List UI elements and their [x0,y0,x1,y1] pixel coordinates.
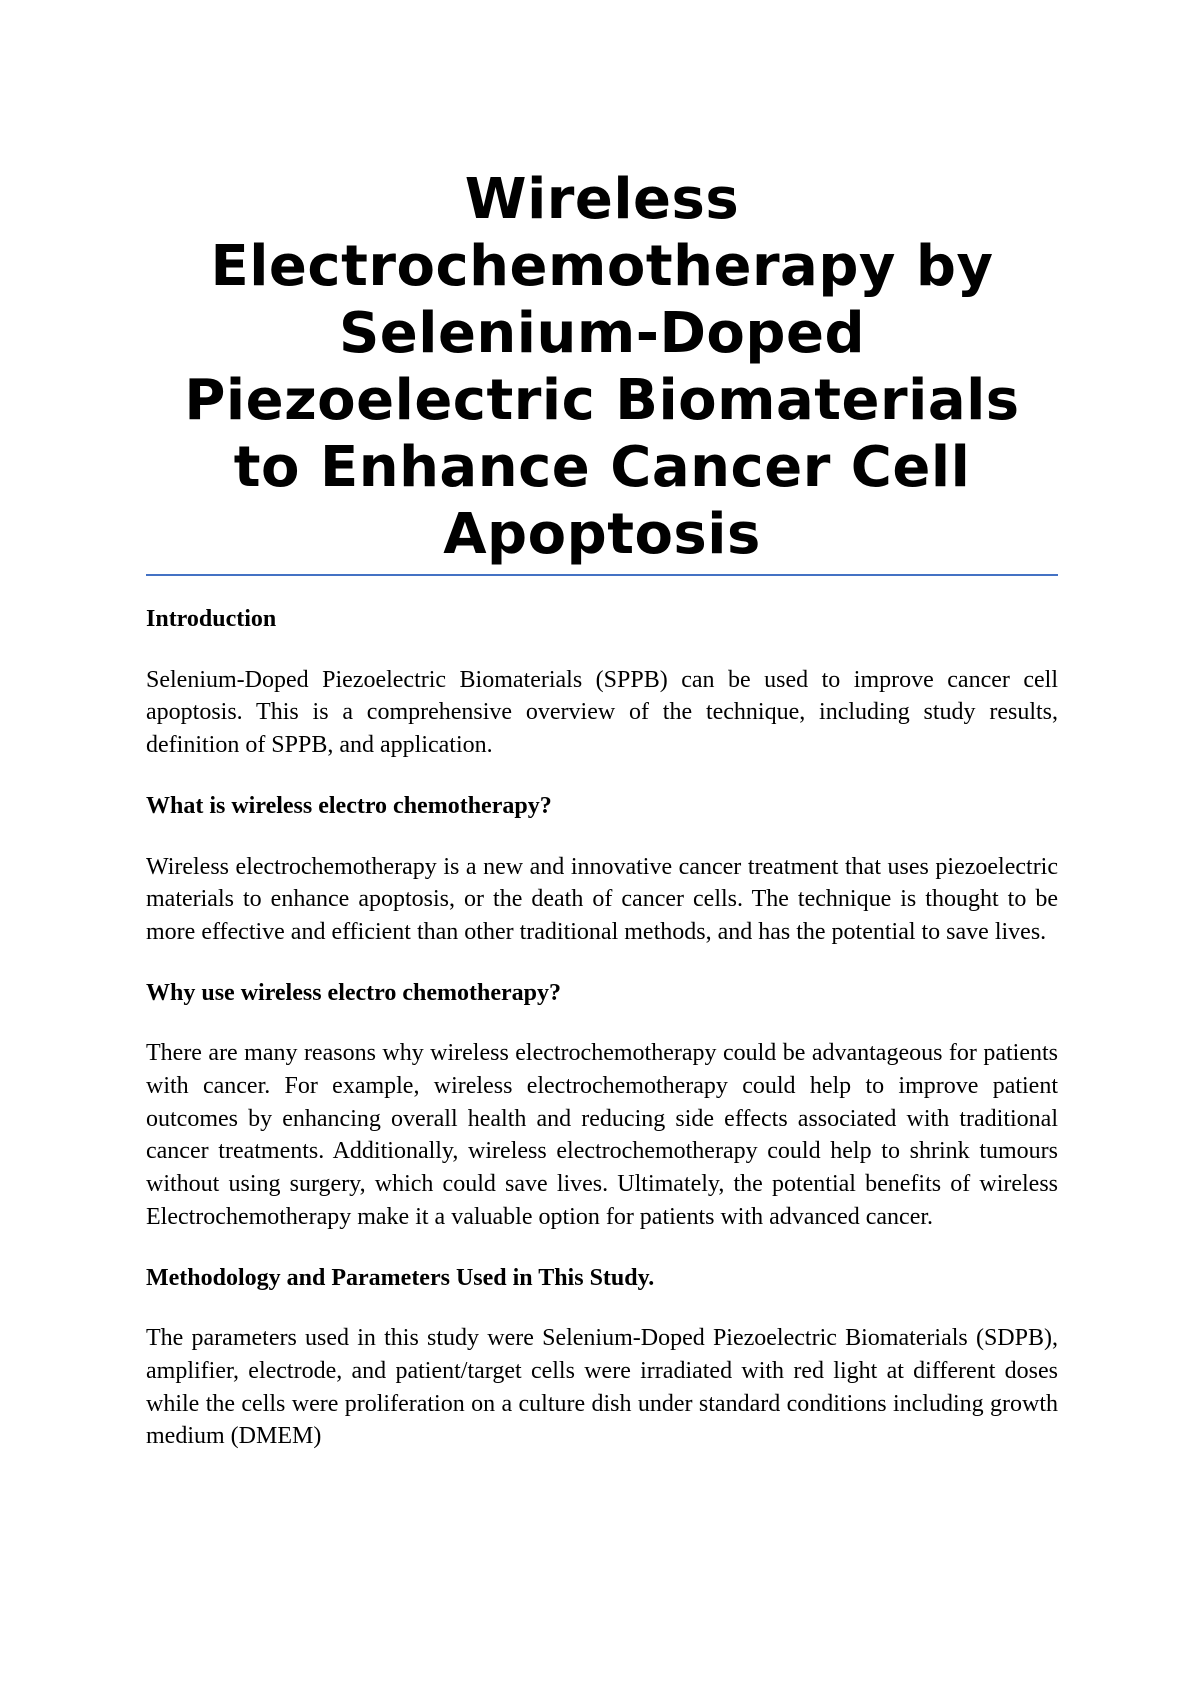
paragraph-why-use: There are many reasons why wireless electrochemotherapy could be advantageous for patients with cancer. For example, wireless electrochemotherapy could help to improve patient outcomes by enhancing overall health and reducing side effects associated with traditional cancer treatments. Additionally, wireless electrochemotherapy could help to shrink tumours without using surgery, which could save lives. Ultimately, the potential benefits of wireless Electrochemotherapy make it a valuable option for patients with advanced cancer. [146,1040,1058,1230]
paragraph-introduction: Selenium-Doped Piezoelectric Biomaterials (SPPB) can be used to improve cancer cell apoptosis. This is a comprehensive overview of the technique, including study results, definition of SPPB, and application. [146,666,1058,759]
section-heading-methodology: Methodology and Parameters Used in This Study. [146,1264,655,1291]
section-heading-what-is: What is wireless electro chemotherapy? [146,792,552,819]
section-heading-introduction: Introduction [146,606,277,632]
section-heading-why-use: Why use wireless electro chemotherapy? [146,979,562,1006]
document-body [146,603,1058,1481]
paragraph-what-is: Wireless electrochemotherapy is a new and innovative cancer treatment that uses piezoelectric materials to enhance apoptosis, or the death of cancer cells. The technique is thought to be more effective and efficient than other traditional methods, and has the potential to save lives. [146,853,1058,945]
title-divider [146,574,1058,576]
paragraph-methodology: The parameters used in this study were Selenium-Doped Piezoelectric Biomaterials (SDPB), amplifier, electrode, and patient/target cells were irradiated with red light at different doses while the cells were proliferation on a culture dish under standard conditions including growth medium (DMEM) [146,1325,1058,1450]
document-title: Wireless Electrochemotherapy by Selenium-Doped Piezoelectric Biomaterials to Enhance Cancer Cell Apoptosis [184,167,1020,567]
